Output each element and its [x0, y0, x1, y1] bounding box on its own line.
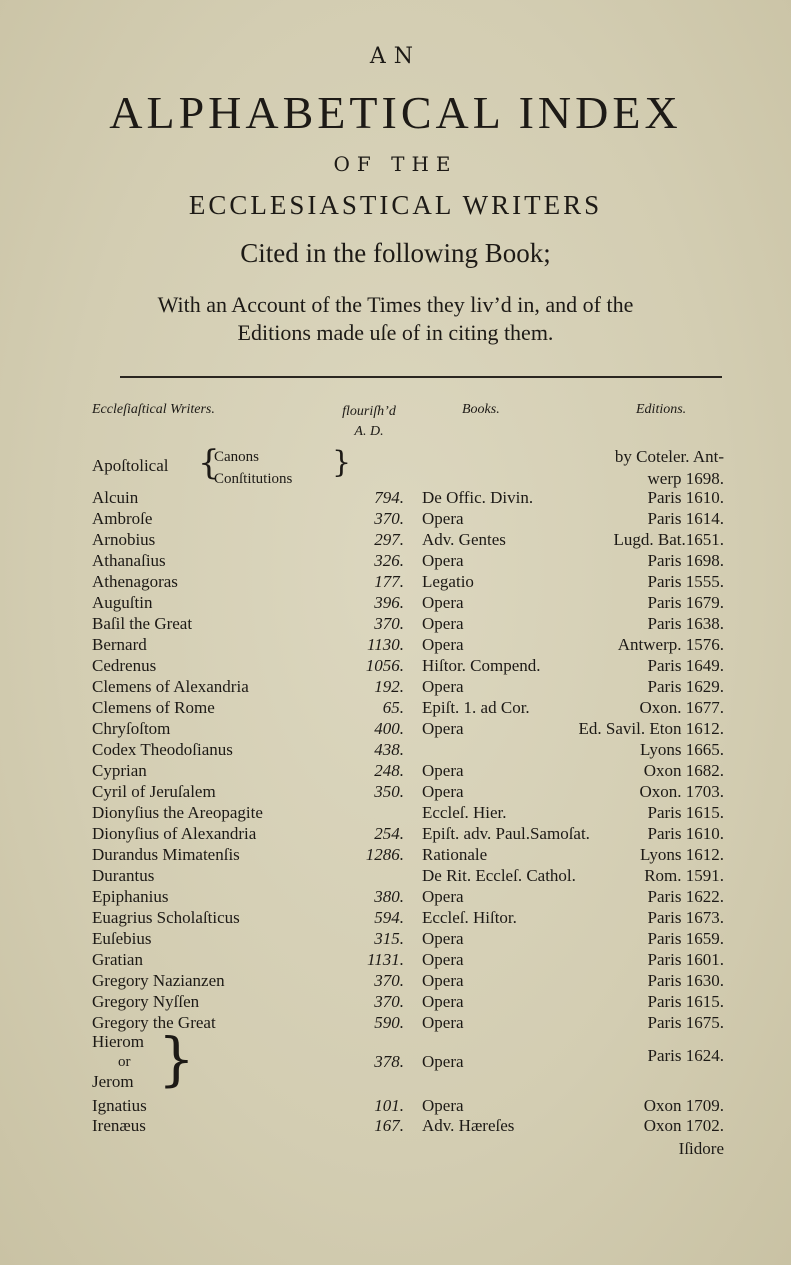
year: 254. — [374, 824, 404, 843]
title-of-the: OF THE — [333, 152, 458, 176]
year: 594. — [374, 908, 404, 927]
title-with-line1: With an Account of the Times they liv’d in, and of the — [157, 292, 634, 317]
writer-or: or — [118, 1054, 131, 1070]
writer-name: Cyril of Jeruſalem — [92, 782, 216, 801]
year: 1131. — [367, 950, 404, 969]
writer-subitem: Conſtitutions — [214, 471, 293, 487]
year: 297. — [374, 530, 404, 549]
book: Opera — [422, 1052, 464, 1071]
edition: Paris 1615. — [647, 992, 724, 1011]
edition: Paris 1698. — [647, 551, 724, 570]
edition: Paris 1610. — [647, 824, 724, 843]
book: Opera — [422, 929, 464, 948]
edition: Oxon 1709. — [643, 1096, 724, 1115]
edition: Paris 1638. — [647, 614, 724, 633]
edition: Paris 1649. — [647, 656, 724, 675]
right-brace: } — [332, 445, 352, 480]
book: Hiſtor. Compend. — [422, 656, 541, 675]
edition: Paris 1629. — [647, 677, 724, 696]
book: Opera — [422, 782, 464, 801]
year: 400. — [374, 719, 404, 738]
edition: Paris 1659. — [647, 929, 724, 948]
writer-name: Gregory Nyſſen — [92, 992, 200, 1011]
edition: werp 1698. — [647, 469, 724, 488]
book: Epiſt. adv. Paul.Samoſat. — [422, 824, 590, 843]
edition: Paris 1555. — [647, 572, 724, 591]
writer-name: Auguſtin — [92, 593, 153, 612]
year: 438. — [374, 740, 404, 759]
year: 248. — [374, 761, 404, 780]
writer-name: Euagrius Scholaſticus — [92, 908, 240, 927]
year: 378. — [374, 1052, 404, 1071]
writer-name: Arnobius — [92, 530, 156, 549]
book: De Rit. Eccleſ. Cathol. — [422, 866, 576, 885]
header-ad: A. D. — [354, 424, 384, 439]
book: De Offic. Divin. — [422, 488, 534, 507]
book: Epiſt. 1. ad Cor. — [422, 698, 530, 717]
title-cited: Cited in the following Book; — [240, 238, 551, 268]
writer-name: Athanaſius — [92, 551, 166, 570]
book: Opera — [422, 509, 464, 528]
book: Opera — [422, 1013, 464, 1032]
book: Opera — [422, 950, 464, 969]
header-flourished — [334, 402, 404, 442]
writer-name: Cedrenus — [92, 656, 157, 675]
book: Legatio — [422, 572, 474, 591]
edition: Paris 1679. — [647, 593, 724, 612]
book: Opera — [422, 761, 464, 780]
writer-name: Euſebius — [92, 929, 152, 948]
writer-name: Epiphanius — [92, 887, 169, 906]
writer-name: Ignatius — [92, 1096, 147, 1115]
title-with-line2: Editions made uſe of in citing them. — [237, 320, 554, 345]
edition: Rom. 1591. — [644, 866, 724, 885]
edition: Lugd. Bat.1651. — [613, 530, 724, 549]
year: 1286. — [365, 845, 404, 864]
writer-name: Bernard — [92, 635, 147, 654]
writer-name: Baſil the Great — [92, 614, 193, 633]
writer-name: Dionyſius of Alexandria — [92, 824, 257, 843]
year: 192. — [374, 677, 404, 696]
left-brace: { — [198, 443, 220, 483]
writer-name: Gregory Nazianzen — [92, 971, 225, 990]
year: 794. — [374, 488, 404, 507]
year: 167. — [374, 1116, 404, 1135]
book: Opera — [422, 593, 464, 612]
book: Opera — [422, 551, 464, 570]
title-subject: ECCLESIASTICAL WRITERS — [188, 190, 603, 220]
right-brace: } — [158, 1025, 195, 1093]
edition: Oxon 1702. — [643, 1116, 724, 1135]
edition: Paris 1614. — [647, 509, 724, 528]
book: Eccleſ. Hiſtor. — [422, 908, 517, 927]
edition: Paris 1624. — [647, 1046, 724, 1065]
title-an: AN — [369, 44, 422, 69]
year: 101. — [374, 1096, 404, 1115]
title-main: ALPHABETICAL INDEX — [109, 87, 682, 138]
book: Rationale — [422, 845, 488, 864]
writer-name: Dionyſius the Areopagite — [92, 803, 263, 822]
writer-name: Durantus — [92, 866, 155, 885]
writer-name: Durandus Mimatenſis — [92, 845, 240, 864]
edition: by Coteler. Ant- — [614, 447, 724, 466]
writer-name: Codex Theodoſianus — [92, 740, 233, 759]
edition: Paris 1610. — [647, 488, 724, 507]
year: 315. — [374, 929, 404, 948]
book: Opera — [422, 677, 464, 696]
catchword: Iſidore — [678, 1139, 724, 1158]
year: 370. — [374, 992, 404, 1011]
edition: Paris 1601. — [647, 950, 724, 969]
book: Opera — [422, 719, 464, 738]
writer-subitem: Canons — [214, 449, 259, 465]
writer-name: Clemens of Alexandria — [92, 677, 249, 696]
writer-name: Gregory the Great — [92, 1013, 216, 1032]
year: 370. — [374, 614, 404, 633]
edition: Antwerp. 1576. — [617, 635, 724, 654]
writer-name: Hierom — [92, 1032, 144, 1051]
year: 1130. — [367, 635, 404, 654]
edition: Lyons 1612. — [639, 845, 724, 864]
edition: Oxon. 1703. — [639, 782, 724, 801]
writer-name: Chryſoſtom — [92, 719, 171, 738]
edition: Paris 1615. — [647, 803, 724, 822]
year: 1056. — [365, 656, 404, 675]
book: Opera — [422, 614, 464, 633]
writer-name: Ambroſe — [92, 509, 153, 528]
year: 370. — [374, 971, 404, 990]
year: 590. — [374, 1013, 404, 1032]
writer-name: Athenagoras — [92, 572, 178, 591]
writer-name: Apoſtolical — [92, 456, 169, 475]
writer-name: Cyprian — [92, 761, 147, 780]
header-editions: Editions. — [636, 402, 687, 417]
title-rule — [120, 376, 722, 378]
edition: Paris 1630. — [647, 971, 724, 990]
book: Opera — [422, 887, 464, 906]
edition: Paris 1673. — [647, 908, 724, 927]
book: Opera — [422, 971, 464, 990]
writer-name: Clemens of Rome — [92, 698, 215, 717]
header-writers: Eccleſiaſtical Writers. — [92, 402, 215, 417]
year: 380. — [374, 887, 404, 906]
year: 370. — [374, 509, 404, 528]
book: Opera — [422, 992, 464, 1011]
edition: Lyons 1665. — [639, 740, 724, 759]
edition: Oxon 1682. — [643, 761, 724, 780]
writer-name: Jerom — [92, 1072, 134, 1091]
year: 396. — [374, 593, 404, 612]
year: 350. — [374, 782, 404, 801]
year: 326. — [374, 551, 404, 570]
edition: Ed. Savil. Eton 1612. — [578, 719, 724, 738]
edition: Oxon. 1677. — [639, 698, 724, 717]
header-books: Books. — [462, 402, 500, 417]
writer-name: Irenæus — [92, 1116, 146, 1135]
book: Eccleſ. Hier. — [422, 803, 507, 822]
edition: Paris 1622. — [647, 887, 724, 906]
writer-name: Alcuin — [92, 488, 139, 507]
book: Adv. Hæreſes — [422, 1116, 515, 1135]
book: Adv. Gentes — [422, 530, 506, 549]
edition: Paris 1675. — [647, 1013, 724, 1032]
year: 177. — [374, 572, 404, 591]
writer-name: Gratian — [92, 950, 143, 969]
book: Opera — [422, 1096, 464, 1115]
book: Opera — [422, 635, 464, 654]
header-flourished-label: flouriſh’d — [342, 404, 396, 419]
year: 65. — [382, 698, 404, 717]
